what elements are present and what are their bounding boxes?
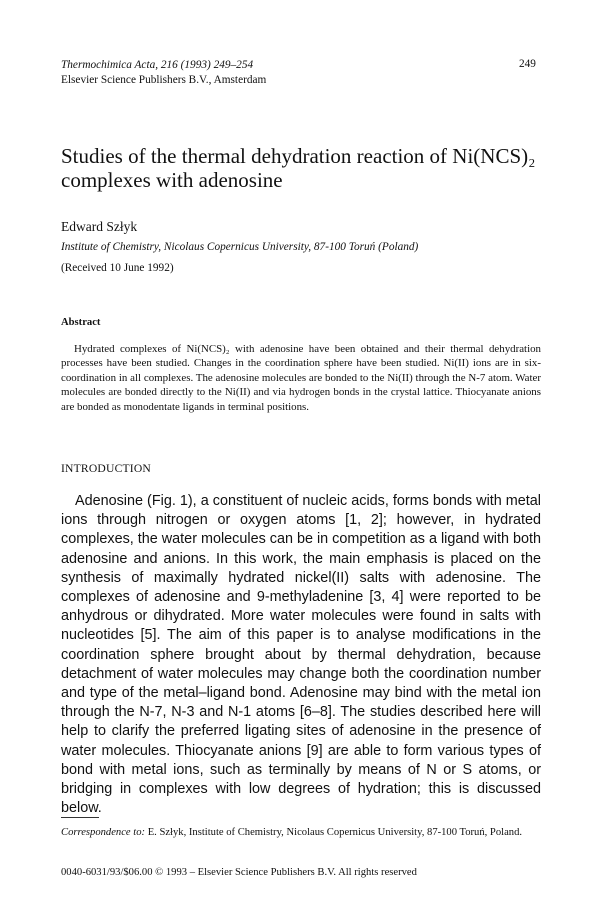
author-affiliation: Institute of Chemistry, Nicolaus Copernicus University, 87-100 Toruń (Poland) xyxy=(61,241,419,253)
author-name: Edward Szłyk xyxy=(61,219,138,234)
received-date: (Received 10 June 1992) xyxy=(61,262,174,274)
page-number: 249 xyxy=(519,58,536,70)
footnote-divider xyxy=(61,817,99,818)
journal-line: Thermochimica Acta, 216 (1993) 249–254 xyxy=(61,59,254,71)
footnote-text: E. Szłyk, Institute of Chemistry, Nicolaus Copernicus University, 87-100 Toruń, Poland. xyxy=(145,827,523,838)
abstract-body: Hydrated complexes of Ni(NCS)₂ with adenosine have been obtained and their thermal dehydration processes have been studied. Changes in the coordination sphere have been studied. Ni(II) ions are in six-coordination in all complexes. The adenosine molecules are bonded to the Ni(II) through the N-7 atom. Water molecules are bonded directly to the Ni(II) and via hydrogen bonds in the crystal lattice. Thiocyanate anions are bonded as monodentate ligands in terminal positions. xyxy=(61,343,541,413)
introduction-body: Adenosine (Fig. 1), a constituent of nucleic acids, forms bonds with metal ions through nitrogen or oxygen atoms [1, 2]; however, in hydrated complexes, the water molecules can be in competition as a ligand with both adenosine and anions. In this work, the main emphasis is placed on the synthesis of maximally hydrated nickel(II) salts with adenosine. The complexes of adenosine and 9-methyladenine [3, 4] were reported to be anhydrous or dihydrated. More water molecules were found in salts with nucleotides [5]. The aim of this paper is to analyse modifications in the coordination sphere brought about by thermal dehydration, because detachment of water molecules may change both the coordination number and type of the metal–ligand bond. Adenosine may bind with the metal ion through the N-7, N-3 and N-1 atoms [6–8]. The studies described here will help to clarify the preferred ligating sites of adenosine in the presence of water molecules. Thiocyanate anions [9] are able to form various types of bond with metal ions, such as terminally by means of N or S atoms, or bridging in complexes with low degrees of hydration; this is discussed below. xyxy=(61,493,541,817)
introduction-heading: INTRODUCTION xyxy=(61,462,151,475)
article-title: Studies of the thermal dehydration reaction of Ni(NCS)₂ complexes with adenosine xyxy=(61,144,536,192)
footnote-lead: Correspondence to: xyxy=(61,827,146,838)
copyright-line: 0040-6031/93/$06.00 © 1993 – Elsevier Science Publishers B.V. All rights reserved xyxy=(61,867,417,878)
abstract-heading: Abstract xyxy=(61,317,101,328)
journal-citation xyxy=(61,58,266,88)
publisher-line: Elsevier Science Publishers B.V., Amsterdam xyxy=(61,74,267,86)
correspondence-footnote xyxy=(61,826,543,840)
